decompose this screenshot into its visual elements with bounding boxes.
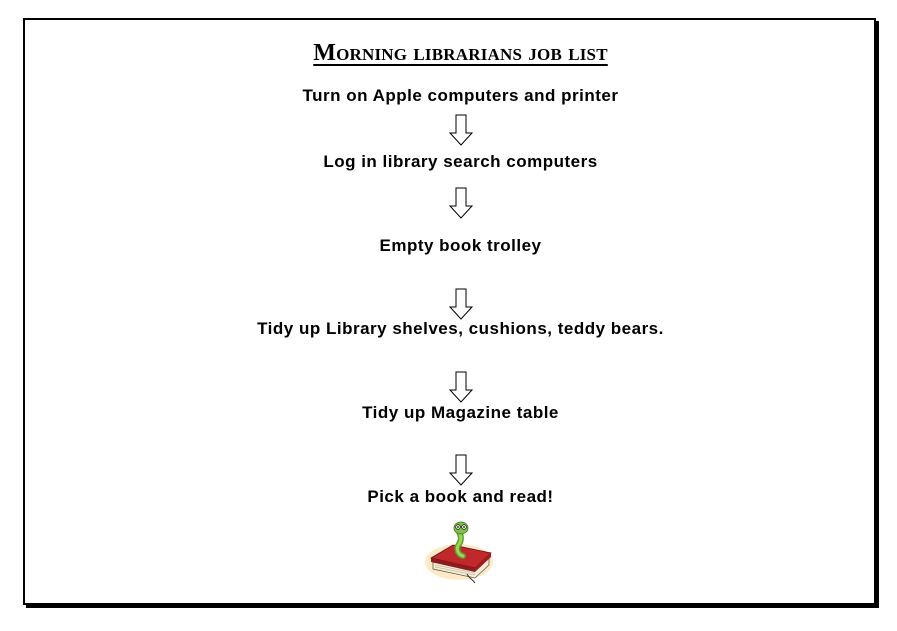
step-1: Turn on Apple computers and printer bbox=[302, 86, 619, 105]
down-arrow-icon bbox=[448, 371, 474, 403]
down-arrow-icon bbox=[448, 454, 474, 486]
down-arrow-icon bbox=[448, 114, 474, 146]
page-title: Morning librarians job list bbox=[313, 40, 608, 66]
step-4: Tidy up Library shelves, cushions, teddy bears. bbox=[257, 319, 664, 338]
down-arrow-icon bbox=[448, 288, 474, 320]
step-2: Log in library search computers bbox=[323, 152, 598, 171]
bookworm-on-book-icon bbox=[423, 518, 495, 584]
step-3: Empty book trolley bbox=[379, 236, 542, 255]
step-6: Pick a book and read! bbox=[367, 487, 554, 506]
down-arrow-icon bbox=[448, 187, 474, 219]
job-list-frame bbox=[23, 18, 876, 605]
step-5: Tidy up Magazine table bbox=[362, 403, 559, 422]
